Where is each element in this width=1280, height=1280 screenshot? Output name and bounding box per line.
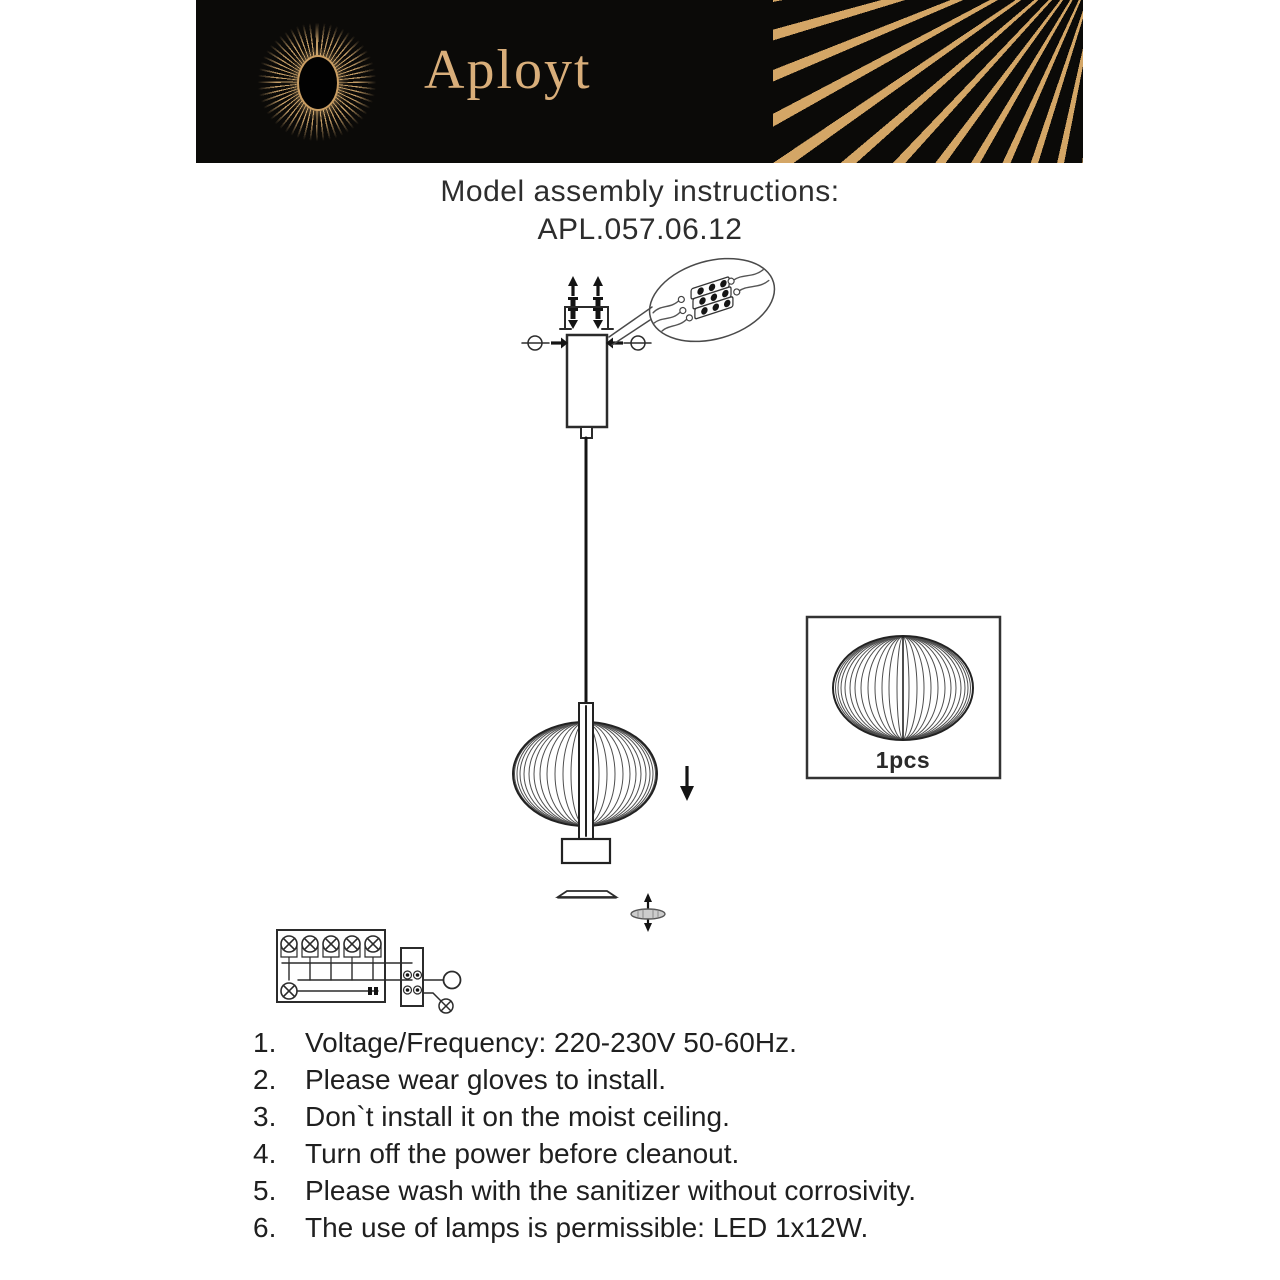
list-item (253, 1098, 916, 1135)
item-number: 6. (253, 1212, 277, 1243)
lamp-symbols-row (281, 936, 381, 963)
lamp-stem-tube (579, 703, 593, 839)
rotation-screw-left-icon (522, 336, 568, 350)
list-item (253, 1172, 916, 1209)
item-number: 2. (253, 1064, 277, 1095)
item-number: 4. (253, 1138, 277, 1169)
item-text: Please wash with the sanitizer without corrosivity. (305, 1175, 917, 1206)
wiring-diagram (277, 930, 461, 1013)
driver-box (562, 839, 610, 863)
ceiling-canopy (567, 335, 607, 438)
instruction-list (253, 1024, 916, 1246)
item-text: Voltage/Frequency: 220-230V 50-60Hz. (305, 1027, 797, 1058)
list-item (253, 1061, 916, 1098)
item-number: 3. (253, 1101, 277, 1132)
item-number: 5. (253, 1175, 277, 1206)
model-number: APL.057.06.12 (537, 213, 743, 246)
item-text: Don`t install it on the moist ceiling. (305, 1101, 730, 1132)
diffuser-plate-icon (558, 891, 616, 898)
list-item (253, 1024, 916, 1061)
brand-logo-text: Aployt (424, 39, 592, 101)
item-text: The use of lamps is permissible: LED 1x12W. (305, 1212, 869, 1243)
item-number: 1. (253, 1027, 277, 1058)
bus-wires (282, 963, 412, 980)
item-text: Please wear gloves to install. (305, 1064, 667, 1095)
list-item (253, 1209, 916, 1246)
adjustment-knob-icon (631, 893, 665, 932)
down-arrow-icon (680, 766, 694, 801)
mounting-bracket-icon (560, 307, 613, 329)
single-lamp-symbol (281, 983, 378, 999)
parts-count-label: 1pcs (875, 747, 931, 773)
rotation-screw-right-icon (606, 336, 651, 350)
page-title: Model assembly instructions: (440, 175, 840, 208)
output-symbols (423, 972, 461, 1014)
list-item (253, 1135, 916, 1172)
terminal-detail-callout (609, 245, 784, 355)
item-text: Turn off the power before cleanout. (305, 1138, 740, 1169)
